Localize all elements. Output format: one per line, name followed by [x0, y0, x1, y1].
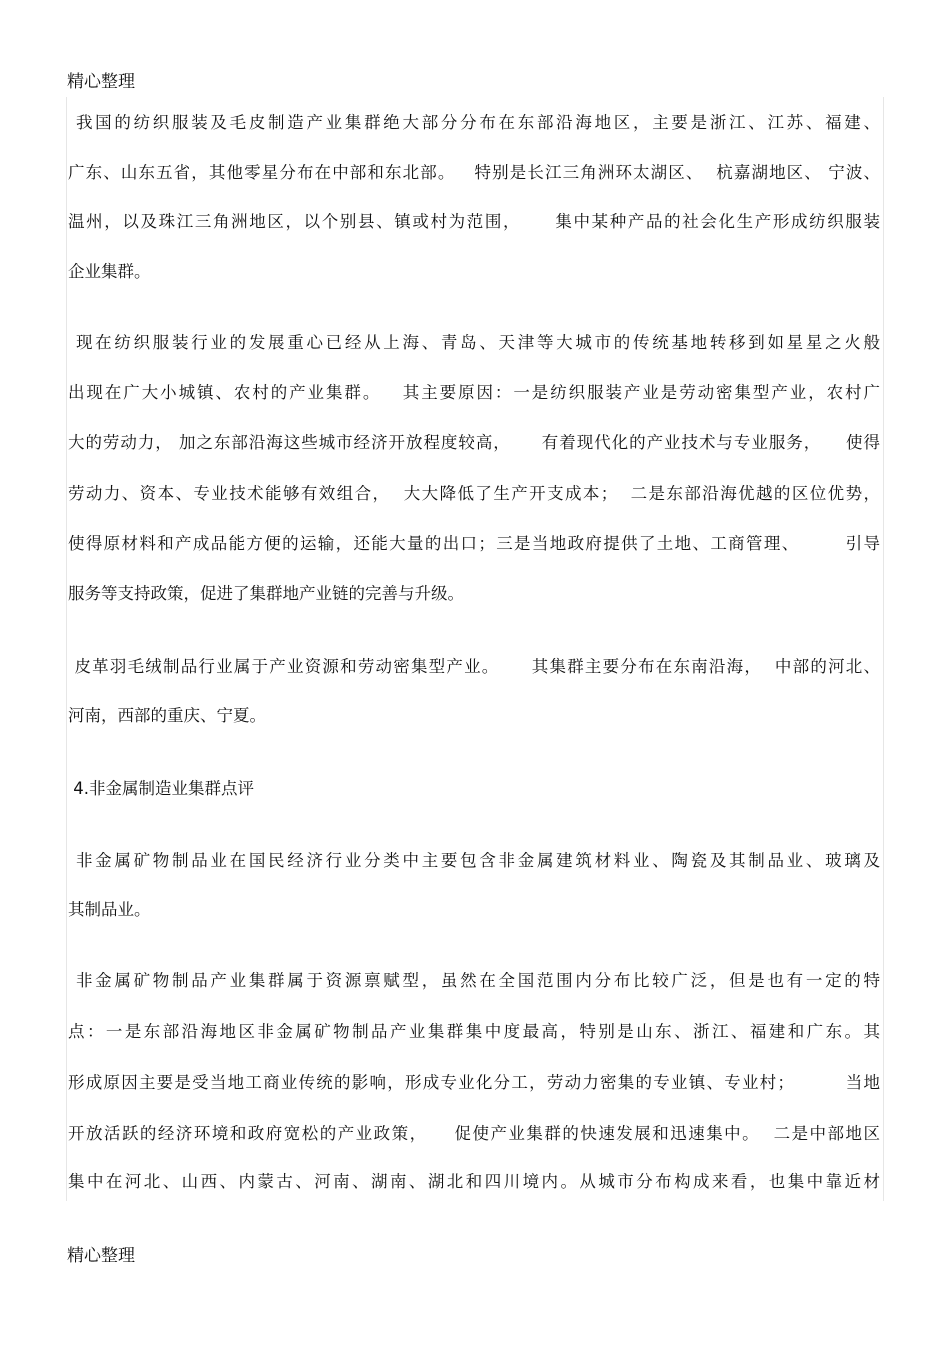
- text-line: 大的劳动力， 加之东部沿海这些城市经济开放程度较高， 有着现代化的产业技术与专业服务， 使得: [68, 433, 880, 452]
- text-line: 我国的纺织服装及毛皮制造产业集群绝大部分分布在东部沿海地区，主要是浙江、江苏、福建、: [68, 113, 880, 132]
- text-line: 使得原材料和产成品能方便的运输，还能大量的出口；三是当地政府提供了土地、工商管理、 引导: [68, 534, 880, 553]
- text-line: 形成原因主要是受当地工商业传统的影响，形成专业化分工，劳动力密集的专业镇、专业村； 当地: [68, 1073, 880, 1092]
- text-line: 服务等支持政策，促进了集群地产业链的完善与升级。: [68, 584, 464, 603]
- text-line: 开放活跃的经济环境和政府宽松的产业政策， 促使产业集群的快速发展和迅速集中。 二是中部地区: [68, 1124, 880, 1143]
- page-header: 精心整理: [67, 72, 135, 92]
- text-line: 企业集群。: [68, 262, 151, 281]
- text-line: 广东、山东五省，其他零星分布在中部和东北部。 特别是长江三角洲环太湖区、 杭嘉湖地区、 宁波、: [68, 163, 880, 182]
- text-line: 点：一是东部沿海地区非金属矿物制品产业集群集中度最高，特别是山东、浙江、福建和广东。其: [68, 1022, 880, 1041]
- text-line: 出现在广大小城镇、农村的产业集群。 其主要原因：一是纺织服装产业是劳动密集型产业，农村广: [68, 383, 880, 402]
- text-line: 现在纺织服装行业的发展重心已经从上海、青岛、天津等大城市的传统基地转移到如星星之火般: [68, 333, 880, 352]
- text-line: 非金属矿物制品产业集群属于资源禀赋型，虽然在全国范围内分布比较广泛，但是也有一定的特: [68, 971, 880, 990]
- text-line: 其制品业。: [68, 900, 151, 919]
- page-footer: 精心整理: [67, 1246, 135, 1266]
- section-heading: 4.非金属制造业集群点评: [68, 779, 254, 798]
- text-line: 温州，以及珠江三角洲地区，以个别县、镇或村为范围， 集中某种产品的社会化生产形成纺织服装: [68, 212, 880, 231]
- text-line: 非金属矿物制品业在国民经济行业分类中主要包含非金属建筑材料业、陶瓷及其制品业、玻璃及: [68, 851, 880, 870]
- text-line: 皮革羽毛绒制品行业属于产业资源和劳动密集型产业。 其集群主要分布在东南沿海， 中部的河北、: [68, 657, 880, 676]
- text-line: 劳动力、资本、专业技术能够有效组合， 大大降低了生产开支成本； 二是东部沿海优越的区位优势，: [68, 484, 880, 503]
- text-line: 集中在河北、山西、内蒙古、河南、湖南、湖北和四川境内。从城市分布构成来看，也集中靠近材: [68, 1172, 880, 1191]
- text-line: 河南，西部的重庆、宁夏。: [68, 706, 266, 725]
